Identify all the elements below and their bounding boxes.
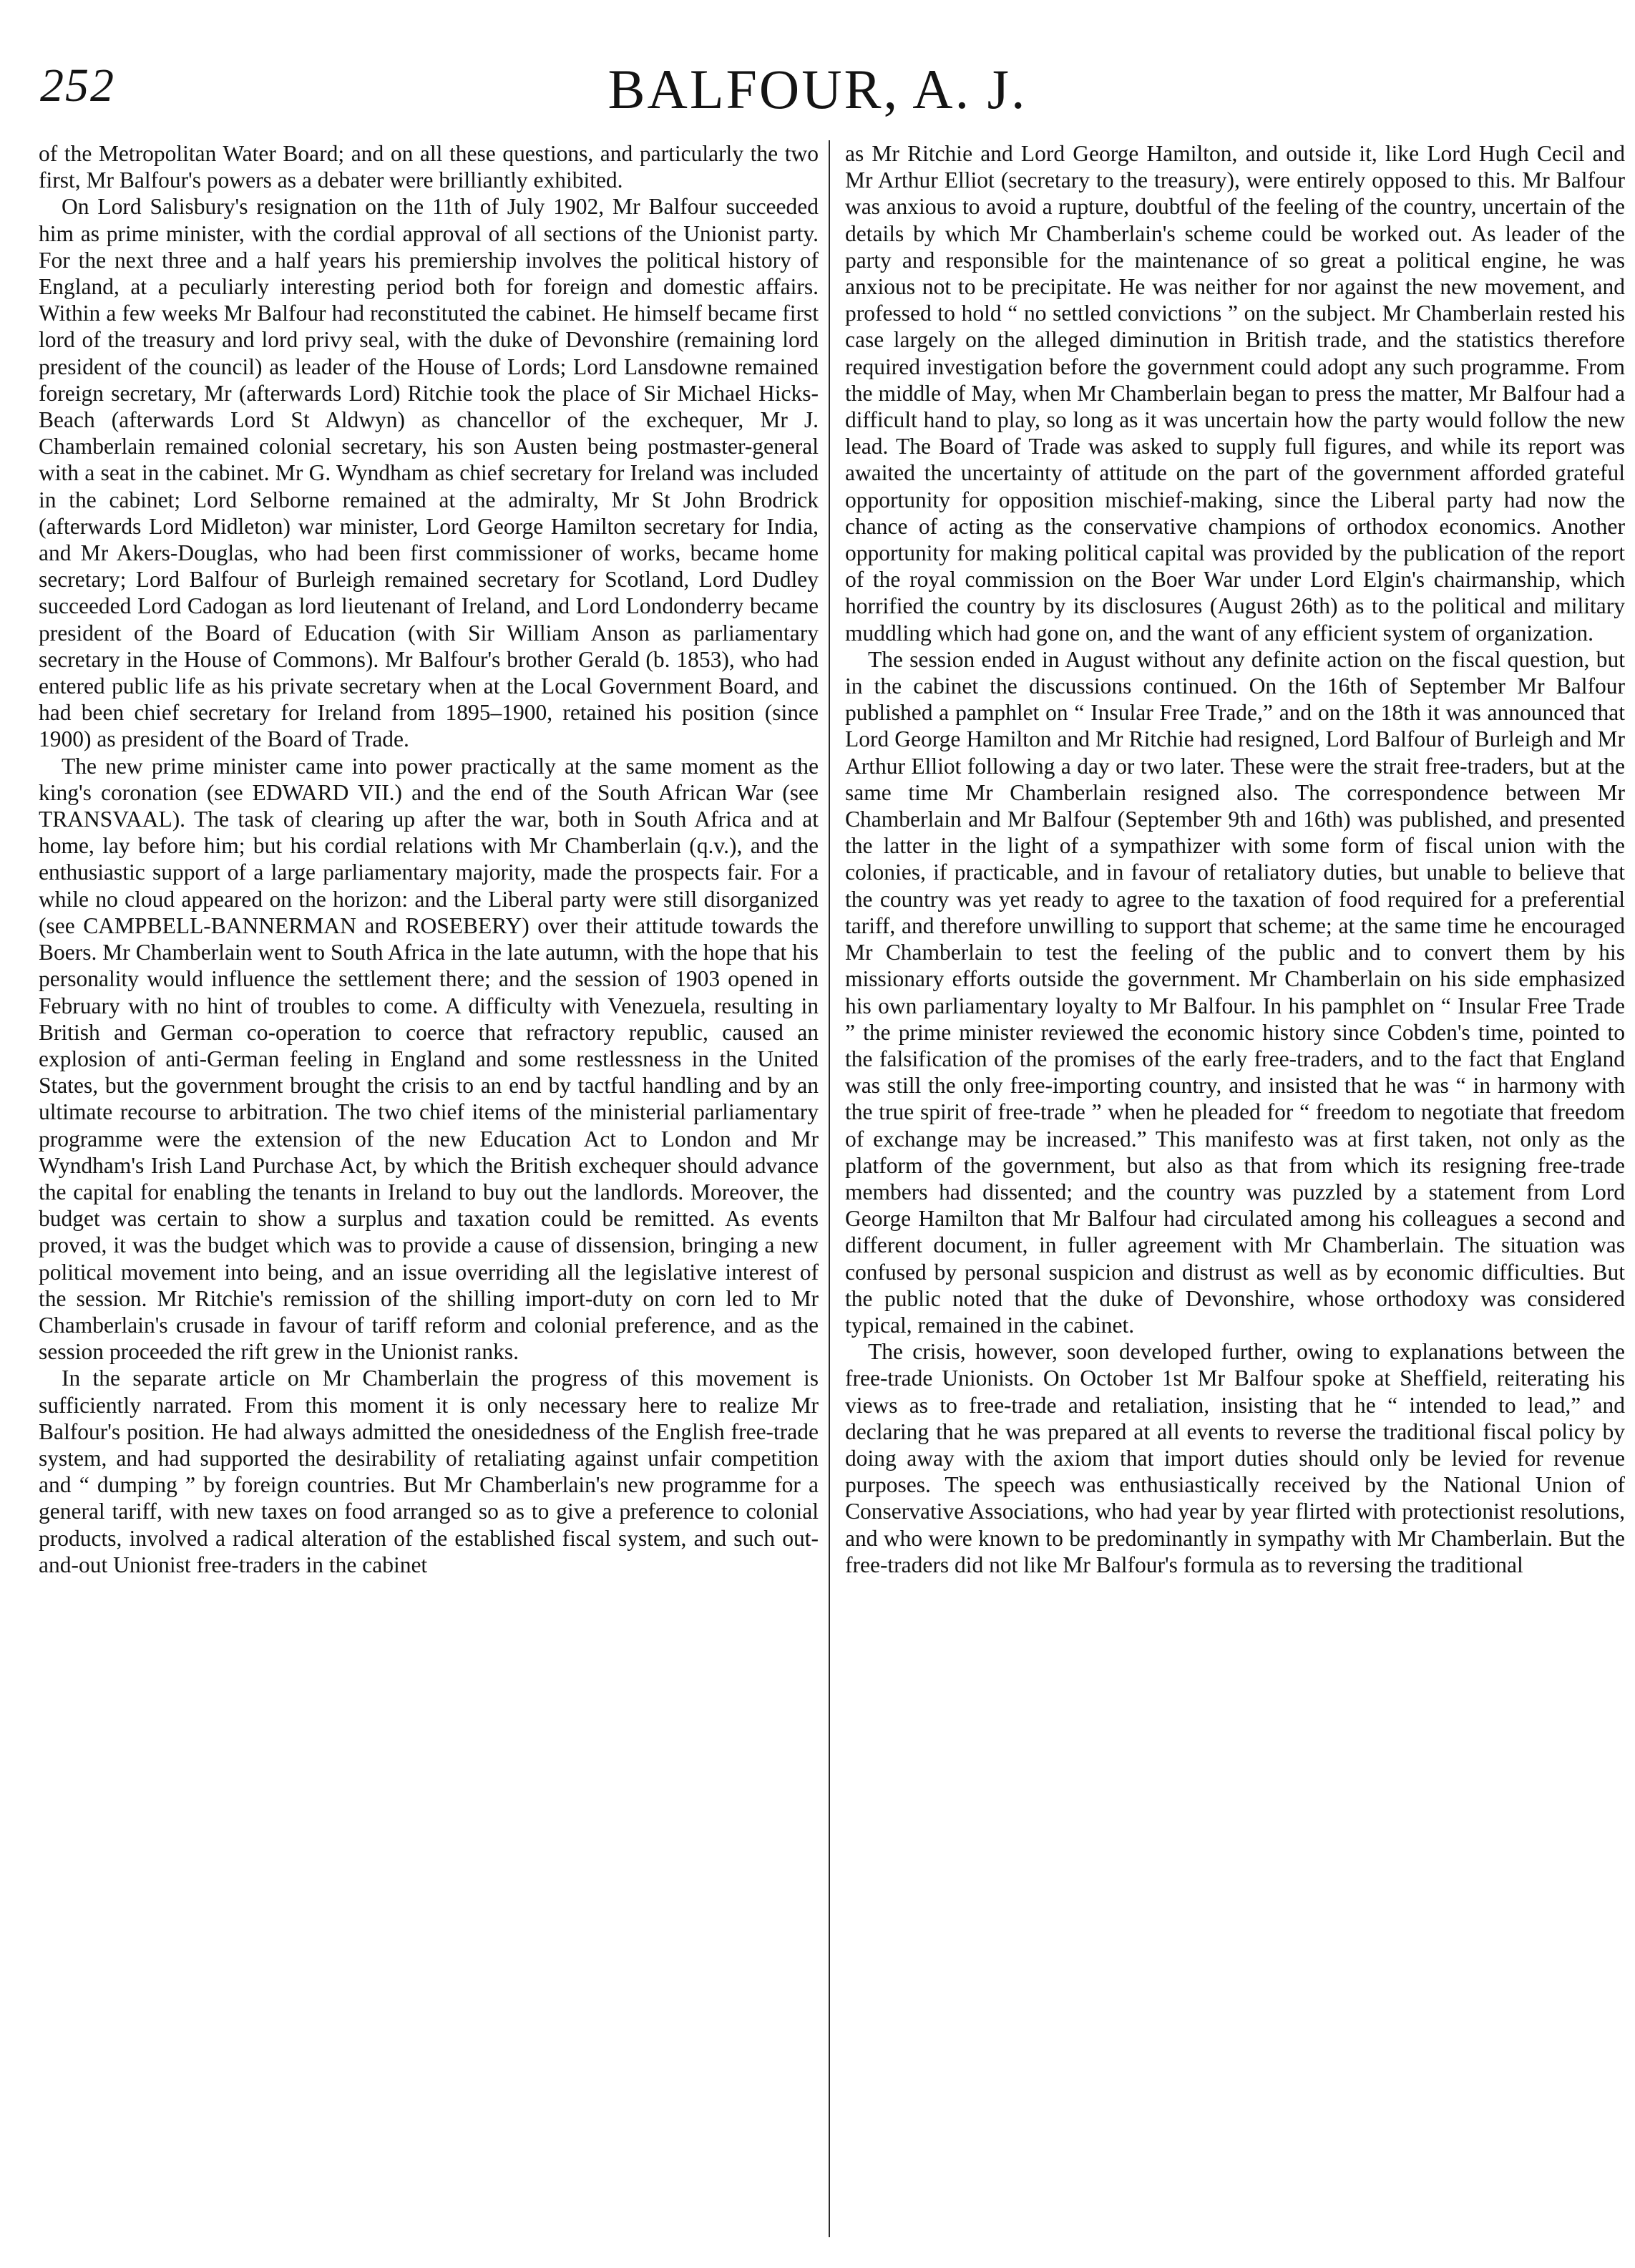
page-number: 252 — [40, 59, 115, 112]
column-rule — [829, 140, 830, 2237]
right-paragraph-2: The session ended in August without any definite action on the fiscal question, but in the cabinet the discussions continued. On the 16th of September Mr Balfour published a pamphlet on “ Insular Free Trade,” and on the 18th it was announced that Lord George Hamilton and Mr Ritchie had resigned, Lord Balfour of Burleigh and Mr Arthur Elliot following a day or two later. These were the strait free-traders, but at the same time Mr Chamberlain resigned also. The correspondence between Mr Chamberlain and Mr Balfour (September 9th and 16th) was published, and presented the latter in the light of a sympathizer with some form of fiscal union with the colonies, if practicable, and in favour of retaliatory duties, but unable to believe that the country was yet ready to agree to the taxation of food required for a preferential tariff, and therefore unwilling to support that scheme; at the same time he encouraged Mr Chamberlain to test the feeling of the public and to convert them by his missionary efforts outside the government. Mr Chamberlain on his side emphasized his own parliamentary loyalty to Mr Balfour. In his pamphlet on “ Insular Free Trade ” the prime minister reviewed the economic history since Cobden's time, pointed to the falsification of the promises of the early free-traders, and to the fact that England was still the only free-importing country, and insisted that he was “ in harmony with the true spirit of free-trade ” when he pleaded for “ freedom to negotiate that freedom of exchange may be increased.” This manifesto was at first taken, not only as the platform of the government, but also as that from which its resigning free-trade members had dissented; and the country was puzzled by a statement from Lord George Hamilton that Mr Balfour had circulated among his colleagues a second and different document, in fuller agreement with Mr Chamberlain. The situation was confused by personal suspicion and distrust as well as by economic difficulties. But the public noted that the duke of Devonshire, whose orthodoxy was considered typical, remained in the cabinet. — [845, 646, 1625, 1338]
left-paragraph-3: The new prime minister came into power practically at the same moment as the king's coronation (see EDWARD VII.) and the end of the South African War (see TRANSVAAL). The task of clearing up after the war, both in South Africa and at home, lay before him; but his cordial relations with Mr Chamberlain (q.v.), and the enthusiastic support of a large parliamentary majority, made the prospects fair. For a while no cloud appeared on the horizon: and the Liberal party were still disorganized (see CAMPBELL-BANNERMAN and ROSEBERY) over their attitude towards the Boers. Mr Chamberlain went to South Africa in the late autumn, with the hope that his personality would influence the settlement there; and the session of 1903 opened in February with no hint of troubles to come. A difficulty with Venezuela, resulting in British and German co-operation to coerce that refractory republic, caused an explosion of anti-German feeling in England and some restlessness in the United States, but the government brought the crisis to an end by tactful handling and by an ultimate recourse to arbitration. The two chief items of the ministerial parliamentary programme were the extension of the new Education Act to London and Mr Wyndham's Irish Land Purchase Act, by which the British exchequer should advance the capital for enabling the tenants in Ireland to buy out the landlords. Moreover, the budget was certain to show a surplus and taxation could be remitted. As events proved, it was the budget which was to provide a cause of dissension, bringing a new political movement into being, and an issue overriding all the legislative interest of the session. Mr Ritchie's remission of the shilling import-duty on corn led to Mr Chamberlain's crusade in favour of tariff reform and colonial preference, and as the session proceeded the rift grew in the Unionist ranks. — [39, 753, 819, 1365]
right-paragraph-3: The crisis, however, soon developed further, owing to explanations between the free-trade Unionists. On October 1st Mr Balfour spoke at Sheffield, reiterating his views as to free-trade and retaliation, insisting that he “ intended to lead,” and declaring that he was prepared at all events to reverse the traditional fiscal policy by doing away with the axiom that import duties should only be levied for revenue purposes. The speech was enthusiastically received by the National Union of Conservative Associations, who had year by year flirted with protectionist resolutions, and who were known to be predominantly in sympathy with Mr Chamberlain. But the free-traders did not like Mr Balfour's formula as to reversing the traditional — [845, 1339, 1625, 1577]
right-column — [845, 140, 1625, 2244]
left-paragraph-1: of the Metropolitan Water Board; and on all these questions, and particularly the two first, Mr Balfour's powers as a debater were brilliantly exhibited. — [39, 141, 819, 193]
right-paragraph-1: as Mr Ritchie and Lord George Hamilton, and outside it, like Lord Hugh Cecil and Mr Arthur Elliot (secretary to the treasury), were entirely opposed to this. Mr Balfour was anxious to avoid a rupture, doubtful of the feeling of the country, uncertain of the details by which Mr Chamberlain's scheme could be worked out. As leader of the party and responsible for the maintenance of so great a political engine, he was anxious not to be precipitate. He was neither for nor against the new movement, and professed to hold “ no settled convictions ” on the subject. Mr Chamberlain rested his case largely on the alleged diminution in British trade, and the statistics therefore required investigation before the government could adopt any such programme. From the middle of May, when Mr Chamberlain began to press the matter, Mr Balfour had a difficult hand to play, so long as it was uncertain how the party would follow the new lead. The Board of Trade was asked to supply full figures, and while its report was awaited the uncertainty of attitude on the part of the government afforded grateful opportunity for opposition mischief-making, since the Liberal party had now the chance of acting as the conservative champions of orthodox economics. Another opportunity for making political capital was provided by the publication of the report of the royal commission on the Boer War under Lord Elgin's chairmanship, which horrified the country by its disclosures (August 26th) as to the political and military muddling which had gone on, and the want of any efficient system of organization. — [845, 141, 1625, 646]
left-paragraph-2: On Lord Salisbury's resignation on the 11th of July 1902, Mr Balfour succeeded him as prime minister, with the cordial approval of all sections of the Unionist party. For the next three and a half years his premiership involves the political history of England, at a peculiarly interesting period both for foreign and domestic affairs. Within a few weeks Mr Balfour had reconstituted the cabinet. He himself became first lord of the treasury and lord privy seal, with the duke of Devonshire (remaining lord president of the council) as leader of the House of Lords; Lord Lansdowne remained foreign secretary, Mr (afterwards Lord) Ritchie took the place of Sir Michael Hicks-Beach (afterwards Lord St Aldwyn) as chancellor of the exchequer, Mr J. Chamberlain remained colonial secretary, his son Austen being postmaster-general with a seat in the cabinet. Mr G. Wyndham as chief secretary for Ireland was included in the cabinet; Lord Selborne remained at the admiralty, Mr St John Brodrick (afterwards Lord Midleton) war minister, Lord George Hamilton secretary for India, and Mr Akers-Douglas, who had been first commissioner of works, became home secretary; Lord Balfour of Burleigh remained secretary for Scotland, Lord Dudley succeeded Lord Cadogan as lord lieutenant of Ireland, and Lord Londonderry became president of the Board of Education (with Sir William Anson as parliamentary secretary in the House of Commons). Mr Balfour's brother Gerald (b. 1853), who had entered public life as his private secretary when at the Local Government Board, and had been chief secretary for Ireland from 1895–1900, retained his position (since 1900) as president of the Board of Trade. — [39, 194, 819, 752]
left-column — [39, 140, 819, 2244]
left-paragraph-4: In the separate article on Mr Chamberlain the progress of this movement is sufficiently narrated. From this moment it is only necessary here to realize Mr Balfour's position. He had always admitted the onesidedness of the English free-trade system, and had supported the desirability of retaliating against unfair competition and “ dumping ” by foreign countries. But Mr Chamberlain's new programme for a general tariff, with new taxes on food arranged so as to give a preference to colonial products, involved a radical alteration of the established fiscal system, and such out-and-out Unionist free-traders in the cabinet — [39, 1366, 819, 1577]
running-head: BALFOUR, A. J. — [607, 58, 1028, 120]
